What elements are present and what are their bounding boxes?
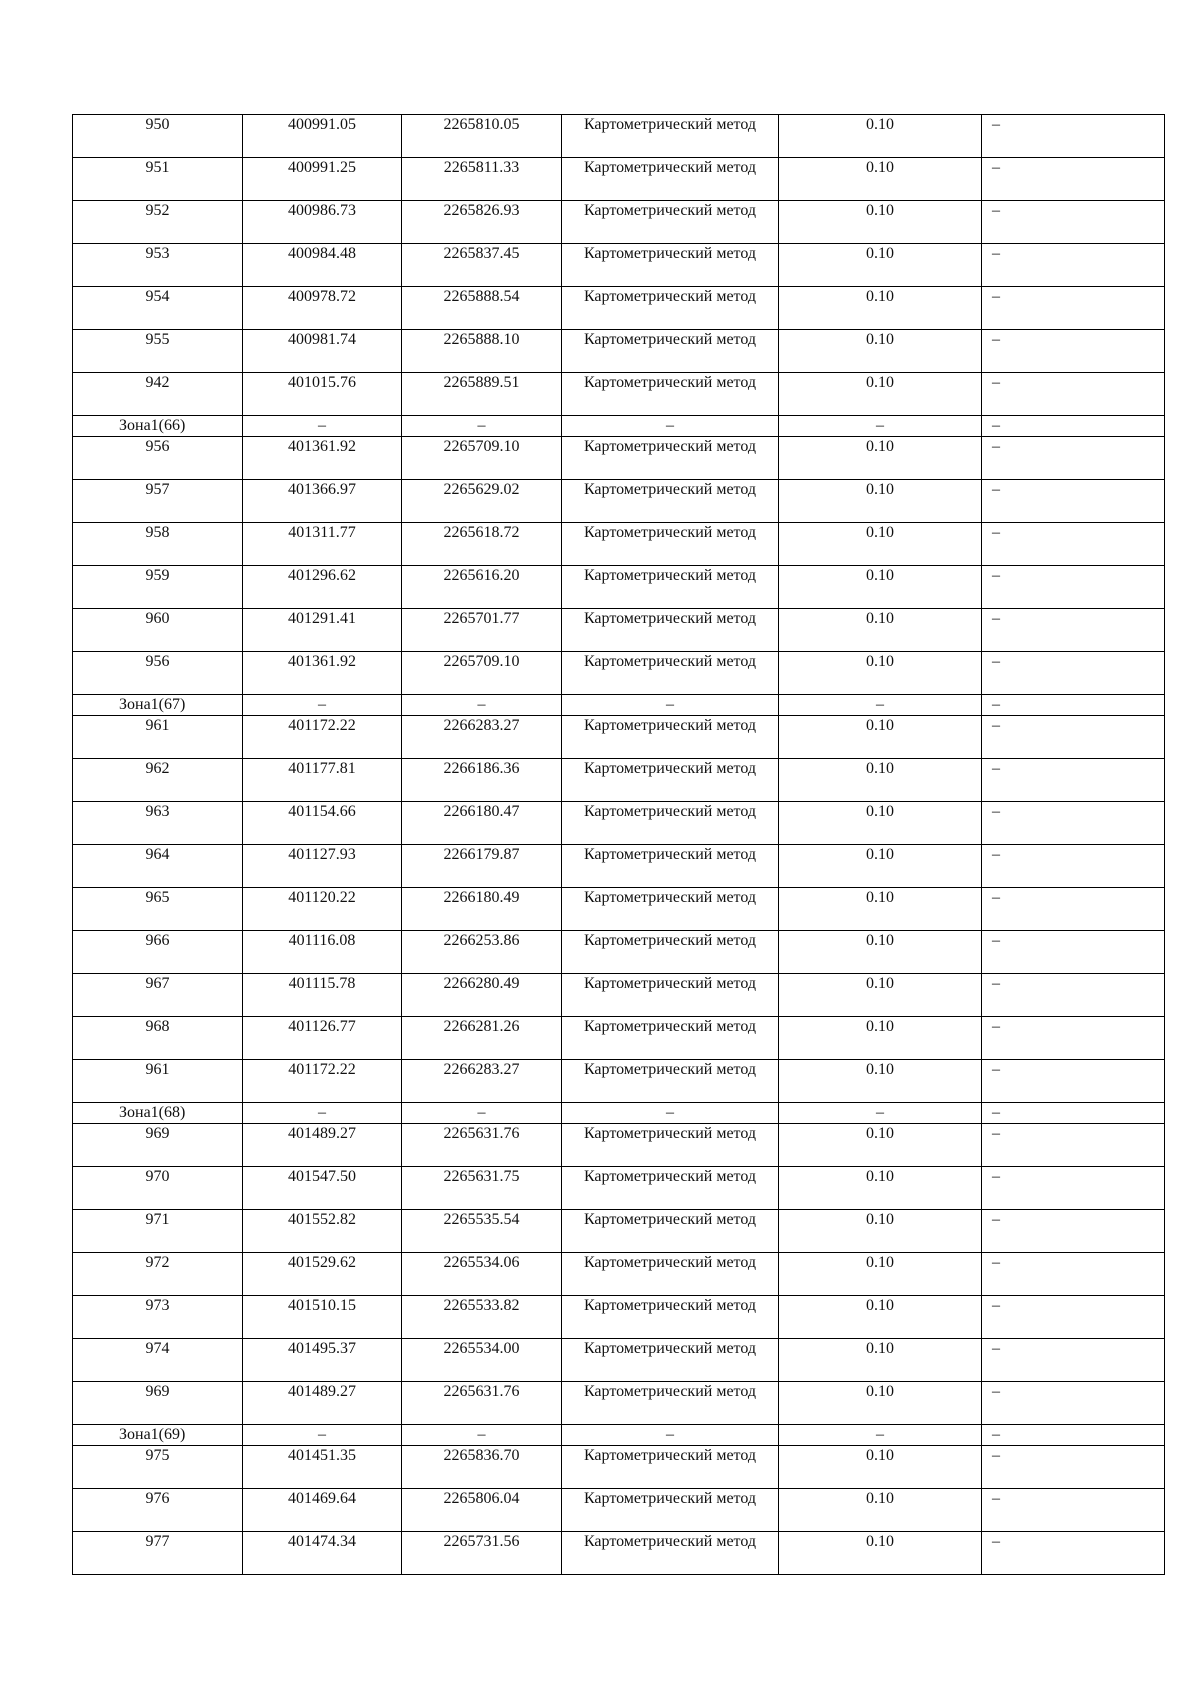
zone-header-row (73, 416, 1165, 437)
note-cell: – (982, 330, 1165, 373)
error-cell: 0.10 (779, 974, 982, 1017)
x-coordinate-cell: 401529.62 (243, 1253, 402, 1296)
error-cell: 0.10 (779, 845, 982, 888)
table-row (73, 1382, 1165, 1425)
note-cell: – (982, 1382, 1165, 1425)
method-cell: Картометрический метод (562, 330, 779, 373)
error-cell: 0.10 (779, 1532, 982, 1575)
point-number-cell: 975 (73, 1446, 243, 1489)
point-number-cell: 961 (73, 1060, 243, 1103)
y-coordinate-cell: 2265731.56 (402, 1532, 562, 1575)
error-cell: 0.10 (779, 330, 982, 373)
error-cell: 0.10 (779, 1253, 982, 1296)
x-coordinate-cell: 401015.76 (243, 373, 402, 416)
method-cell: Картометрический метод (562, 1339, 779, 1382)
table-row (73, 201, 1165, 244)
method-cell: Картометрический метод (562, 1017, 779, 1060)
error-cell: 0.10 (779, 931, 982, 974)
point-number-cell: Зона1(69) (73, 1425, 243, 1446)
method-cell: Картометрический метод (562, 1124, 779, 1167)
error-cell: 0.10 (779, 373, 982, 416)
y-coordinate-cell: 2265535.54 (402, 1210, 562, 1253)
note-cell: – (982, 437, 1165, 480)
y-coordinate-cell: 2266281.26 (402, 1017, 562, 1060)
y-coordinate-cell: 2266180.47 (402, 802, 562, 845)
table-row (73, 609, 1165, 652)
method-cell: Картометрический метод (562, 287, 779, 330)
table-row (73, 1210, 1165, 1253)
note-cell: – (982, 416, 1165, 437)
x-coordinate-cell: 401311.77 (243, 523, 402, 566)
note-cell: – (982, 609, 1165, 652)
method-cell: Картометрический метод (562, 759, 779, 802)
table-row (73, 974, 1165, 1017)
point-number-cell: 967 (73, 974, 243, 1017)
error-cell: 0.10 (779, 566, 982, 609)
y-coordinate-cell: – (402, 1425, 562, 1446)
point-number-cell: 973 (73, 1296, 243, 1339)
table-row (73, 1060, 1165, 1103)
error-cell: – (779, 1103, 982, 1124)
method-cell: Картометрический метод (562, 716, 779, 759)
error-cell: 0.10 (779, 1124, 982, 1167)
x-coordinate-cell: 401474.34 (243, 1532, 402, 1575)
error-cell: 0.10 (779, 201, 982, 244)
error-cell: 0.10 (779, 716, 982, 759)
note-cell: – (982, 974, 1165, 1017)
point-number-cell: 950 (73, 115, 243, 158)
x-coordinate-cell: 401172.22 (243, 716, 402, 759)
point-number-cell: 963 (73, 802, 243, 845)
y-coordinate-cell: 2266180.49 (402, 888, 562, 931)
point-number-cell: 956 (73, 652, 243, 695)
method-cell: Картометрический метод (562, 1060, 779, 1103)
point-number-cell: Зона1(68) (73, 1103, 243, 1124)
x-coordinate-cell: 400986.73 (243, 201, 402, 244)
note-cell: – (982, 287, 1165, 330)
error-cell: 0.10 (779, 1060, 982, 1103)
note-cell: – (982, 1339, 1165, 1382)
x-coordinate-cell: 401489.27 (243, 1124, 402, 1167)
error-cell: 0.10 (779, 1296, 982, 1339)
x-coordinate-cell: 401177.81 (243, 759, 402, 802)
error-cell: 0.10 (779, 480, 982, 523)
y-coordinate-cell: 2265616.20 (402, 566, 562, 609)
error-cell: 0.10 (779, 287, 982, 330)
table-row (73, 480, 1165, 523)
table-row (73, 1489, 1165, 1532)
method-cell: Картометрический метод (562, 523, 779, 566)
error-cell: 0.10 (779, 888, 982, 931)
point-number-cell: 962 (73, 759, 243, 802)
x-coordinate-cell: 401552.82 (243, 1210, 402, 1253)
x-coordinate-cell: 401296.62 (243, 566, 402, 609)
method-cell: Картометрический метод (562, 652, 779, 695)
method-cell: Картометрический метод (562, 1489, 779, 1532)
method-cell: Картометрический метод (562, 158, 779, 201)
table-row (73, 1339, 1165, 1382)
method-cell: – (562, 1103, 779, 1124)
note-cell: – (982, 1167, 1165, 1210)
note-cell: – (982, 480, 1165, 523)
note-cell: – (982, 1532, 1165, 1575)
method-cell: Картометрический метод (562, 845, 779, 888)
method-cell: Картометрический метод (562, 566, 779, 609)
y-coordinate-cell: 2265889.51 (402, 373, 562, 416)
point-number-cell: 972 (73, 1253, 243, 1296)
x-coordinate-cell: – (243, 1425, 402, 1446)
method-cell: Картометрический метод (562, 1167, 779, 1210)
x-coordinate-cell: 401361.92 (243, 437, 402, 480)
point-number-cell: 952 (73, 201, 243, 244)
table-row (73, 845, 1165, 888)
y-coordinate-cell: 2266253.86 (402, 931, 562, 974)
y-coordinate-cell: 2265629.02 (402, 480, 562, 523)
note-cell: – (982, 1060, 1165, 1103)
error-cell: 0.10 (779, 115, 982, 158)
table-row (73, 1532, 1165, 1575)
note-cell: – (982, 244, 1165, 287)
y-coordinate-cell: 2266283.27 (402, 1060, 562, 1103)
y-coordinate-cell: 2265631.75 (402, 1167, 562, 1210)
x-coordinate-cell: 400991.25 (243, 158, 402, 201)
y-coordinate-cell: 2266283.27 (402, 716, 562, 759)
method-cell: Картометрический метод (562, 1296, 779, 1339)
error-cell: 0.10 (779, 244, 982, 287)
point-number-cell: 955 (73, 330, 243, 373)
error-cell: 0.10 (779, 1017, 982, 1060)
y-coordinate-cell: 2266280.49 (402, 974, 562, 1017)
x-coordinate-cell: 401172.22 (243, 1060, 402, 1103)
x-coordinate-cell: 401126.77 (243, 1017, 402, 1060)
method-cell: Картометрический метод (562, 1532, 779, 1575)
method-cell: Картометрический метод (562, 244, 779, 287)
table-row (73, 759, 1165, 802)
table-row (73, 802, 1165, 845)
error-cell: 0.10 (779, 1167, 982, 1210)
table-row (73, 716, 1165, 759)
y-coordinate-cell: 2265631.76 (402, 1124, 562, 1167)
error-cell: 0.10 (779, 759, 982, 802)
error-cell: – (779, 416, 982, 437)
y-coordinate-cell: 2266186.36 (402, 759, 562, 802)
note-cell: – (982, 1017, 1165, 1060)
method-cell: Картометрический метод (562, 802, 779, 845)
error-cell: 0.10 (779, 1339, 982, 1382)
note-cell: – (982, 759, 1165, 802)
note-cell: – (982, 802, 1165, 845)
y-coordinate-cell: 2265709.10 (402, 437, 562, 480)
note-cell: – (982, 716, 1165, 759)
note-cell: – (982, 1103, 1165, 1124)
note-cell: – (982, 115, 1165, 158)
error-cell: 0.10 (779, 802, 982, 845)
error-cell: 0.10 (779, 1489, 982, 1532)
x-coordinate-cell: 401469.64 (243, 1489, 402, 1532)
y-coordinate-cell: 2265888.54 (402, 287, 562, 330)
table-row (73, 888, 1165, 931)
point-number-cell: 974 (73, 1339, 243, 1382)
point-number-cell: Зона1(66) (73, 416, 243, 437)
table-row (73, 931, 1165, 974)
x-coordinate-cell: 400984.48 (243, 244, 402, 287)
table-row (73, 1446, 1165, 1489)
y-coordinate-cell: 2265631.76 (402, 1382, 562, 1425)
point-number-cell: 968 (73, 1017, 243, 1060)
method-cell: Картометрический метод (562, 931, 779, 974)
point-number-cell: 956 (73, 437, 243, 480)
note-cell: – (982, 373, 1165, 416)
note-cell: – (982, 695, 1165, 716)
x-coordinate-cell: 401116.08 (243, 931, 402, 974)
x-coordinate-cell: 401510.15 (243, 1296, 402, 1339)
point-number-cell: 958 (73, 523, 243, 566)
table-row (73, 1124, 1165, 1167)
point-number-cell: 969 (73, 1124, 243, 1167)
note-cell: – (982, 888, 1165, 931)
point-number-cell: 954 (73, 287, 243, 330)
y-coordinate-cell: 2265888.10 (402, 330, 562, 373)
table-row (73, 1167, 1165, 1210)
table-row (73, 1296, 1165, 1339)
method-cell: – (562, 695, 779, 716)
table-row (73, 1017, 1165, 1060)
method-cell: Картометрический метод (562, 1446, 779, 1489)
note-cell: – (982, 652, 1165, 695)
x-coordinate-cell: – (243, 1103, 402, 1124)
table-row (73, 287, 1165, 330)
point-number-cell: 966 (73, 931, 243, 974)
coordinates-table (72, 114, 1165, 1575)
note-cell: – (982, 1296, 1165, 1339)
x-coordinate-cell: 401495.37 (243, 1339, 402, 1382)
zone-header-row (73, 1103, 1165, 1124)
table-row (73, 566, 1165, 609)
error-cell: 0.10 (779, 523, 982, 566)
table-row (73, 244, 1165, 287)
table-row (73, 652, 1165, 695)
x-coordinate-cell: 401451.35 (243, 1446, 402, 1489)
method-cell: Картометрический метод (562, 609, 779, 652)
x-coordinate-cell: 401115.78 (243, 974, 402, 1017)
error-cell: – (779, 1425, 982, 1446)
point-number-cell: 953 (73, 244, 243, 287)
method-cell: Картометрический метод (562, 1382, 779, 1425)
method-cell: Картометрический метод (562, 974, 779, 1017)
method-cell: Картометрический метод (562, 437, 779, 480)
note-cell: – (982, 1210, 1165, 1253)
x-coordinate-cell: 401127.93 (243, 845, 402, 888)
table-row (73, 437, 1165, 480)
point-number-cell: 957 (73, 480, 243, 523)
method-cell: Картометрический метод (562, 888, 779, 931)
error-cell: 0.10 (779, 1382, 982, 1425)
note-cell: – (982, 845, 1165, 888)
y-coordinate-cell: 2265836.70 (402, 1446, 562, 1489)
coordinates-table-body (73, 115, 1165, 1575)
x-coordinate-cell: 401366.97 (243, 480, 402, 523)
method-cell: Картометрический метод (562, 1210, 779, 1253)
y-coordinate-cell: 2265811.33 (402, 158, 562, 201)
zone-header-row (73, 1425, 1165, 1446)
method-cell: Картометрический метод (562, 480, 779, 523)
y-coordinate-cell: 2265534.06 (402, 1253, 562, 1296)
y-coordinate-cell: 2265826.93 (402, 201, 562, 244)
point-number-cell: 961 (73, 716, 243, 759)
note-cell: – (982, 523, 1165, 566)
y-coordinate-cell: – (402, 695, 562, 716)
x-coordinate-cell: 401361.92 (243, 652, 402, 695)
note-cell: – (982, 1425, 1165, 1446)
x-coordinate-cell: 401291.41 (243, 609, 402, 652)
x-coordinate-cell: 401489.27 (243, 1382, 402, 1425)
y-coordinate-cell: 2265806.04 (402, 1489, 562, 1532)
y-coordinate-cell: 2265810.05 (402, 115, 562, 158)
method-cell: – (562, 1425, 779, 1446)
note-cell: – (982, 201, 1165, 244)
table-row (73, 330, 1165, 373)
y-coordinate-cell: – (402, 416, 562, 437)
y-coordinate-cell: 2265618.72 (402, 523, 562, 566)
y-coordinate-cell: 2266179.87 (402, 845, 562, 888)
error-cell: 0.10 (779, 652, 982, 695)
point-number-cell: 965 (73, 888, 243, 931)
point-number-cell: 942 (73, 373, 243, 416)
point-number-cell: Зона1(67) (73, 695, 243, 716)
x-coordinate-cell: 401120.22 (243, 888, 402, 931)
point-number-cell: 976 (73, 1489, 243, 1532)
error-cell: 0.10 (779, 1446, 982, 1489)
table-row (73, 158, 1165, 201)
table-row (73, 1253, 1165, 1296)
y-coordinate-cell: 2265533.82 (402, 1296, 562, 1339)
point-number-cell: 964 (73, 845, 243, 888)
point-number-cell: 959 (73, 566, 243, 609)
error-cell: 0.10 (779, 1210, 982, 1253)
x-coordinate-cell: 400991.05 (243, 115, 402, 158)
error-cell: – (779, 695, 982, 716)
note-cell: – (982, 158, 1165, 201)
zone-header-row (73, 695, 1165, 716)
error-cell: 0.10 (779, 158, 982, 201)
error-cell: 0.10 (779, 437, 982, 480)
x-coordinate-cell: 401547.50 (243, 1167, 402, 1210)
x-coordinate-cell: 400981.74 (243, 330, 402, 373)
x-coordinate-cell: – (243, 416, 402, 437)
x-coordinate-cell: 401154.66 (243, 802, 402, 845)
point-number-cell: 969 (73, 1382, 243, 1425)
note-cell: – (982, 566, 1165, 609)
note-cell: – (982, 1253, 1165, 1296)
x-coordinate-cell: – (243, 695, 402, 716)
method-cell: Картометрический метод (562, 1253, 779, 1296)
method-cell: Картометрический метод (562, 115, 779, 158)
point-number-cell: 970 (73, 1167, 243, 1210)
y-coordinate-cell: 2265837.45 (402, 244, 562, 287)
point-number-cell: 971 (73, 1210, 243, 1253)
y-coordinate-cell: – (402, 1103, 562, 1124)
method-cell: Картометрический метод (562, 373, 779, 416)
note-cell: – (982, 1489, 1165, 1532)
table-row (73, 115, 1165, 158)
point-number-cell: 977 (73, 1532, 243, 1575)
y-coordinate-cell: 2265701.77 (402, 609, 562, 652)
note-cell: – (982, 1446, 1165, 1489)
note-cell: – (982, 1124, 1165, 1167)
x-coordinate-cell: 400978.72 (243, 287, 402, 330)
table-row (73, 373, 1165, 416)
error-cell: 0.10 (779, 609, 982, 652)
point-number-cell: 960 (73, 609, 243, 652)
method-cell: – (562, 416, 779, 437)
method-cell: Картометрический метод (562, 201, 779, 244)
point-number-cell: 951 (73, 158, 243, 201)
table-row (73, 523, 1165, 566)
y-coordinate-cell: 2265709.10 (402, 652, 562, 695)
note-cell: – (982, 931, 1165, 974)
y-coordinate-cell: 2265534.00 (402, 1339, 562, 1382)
